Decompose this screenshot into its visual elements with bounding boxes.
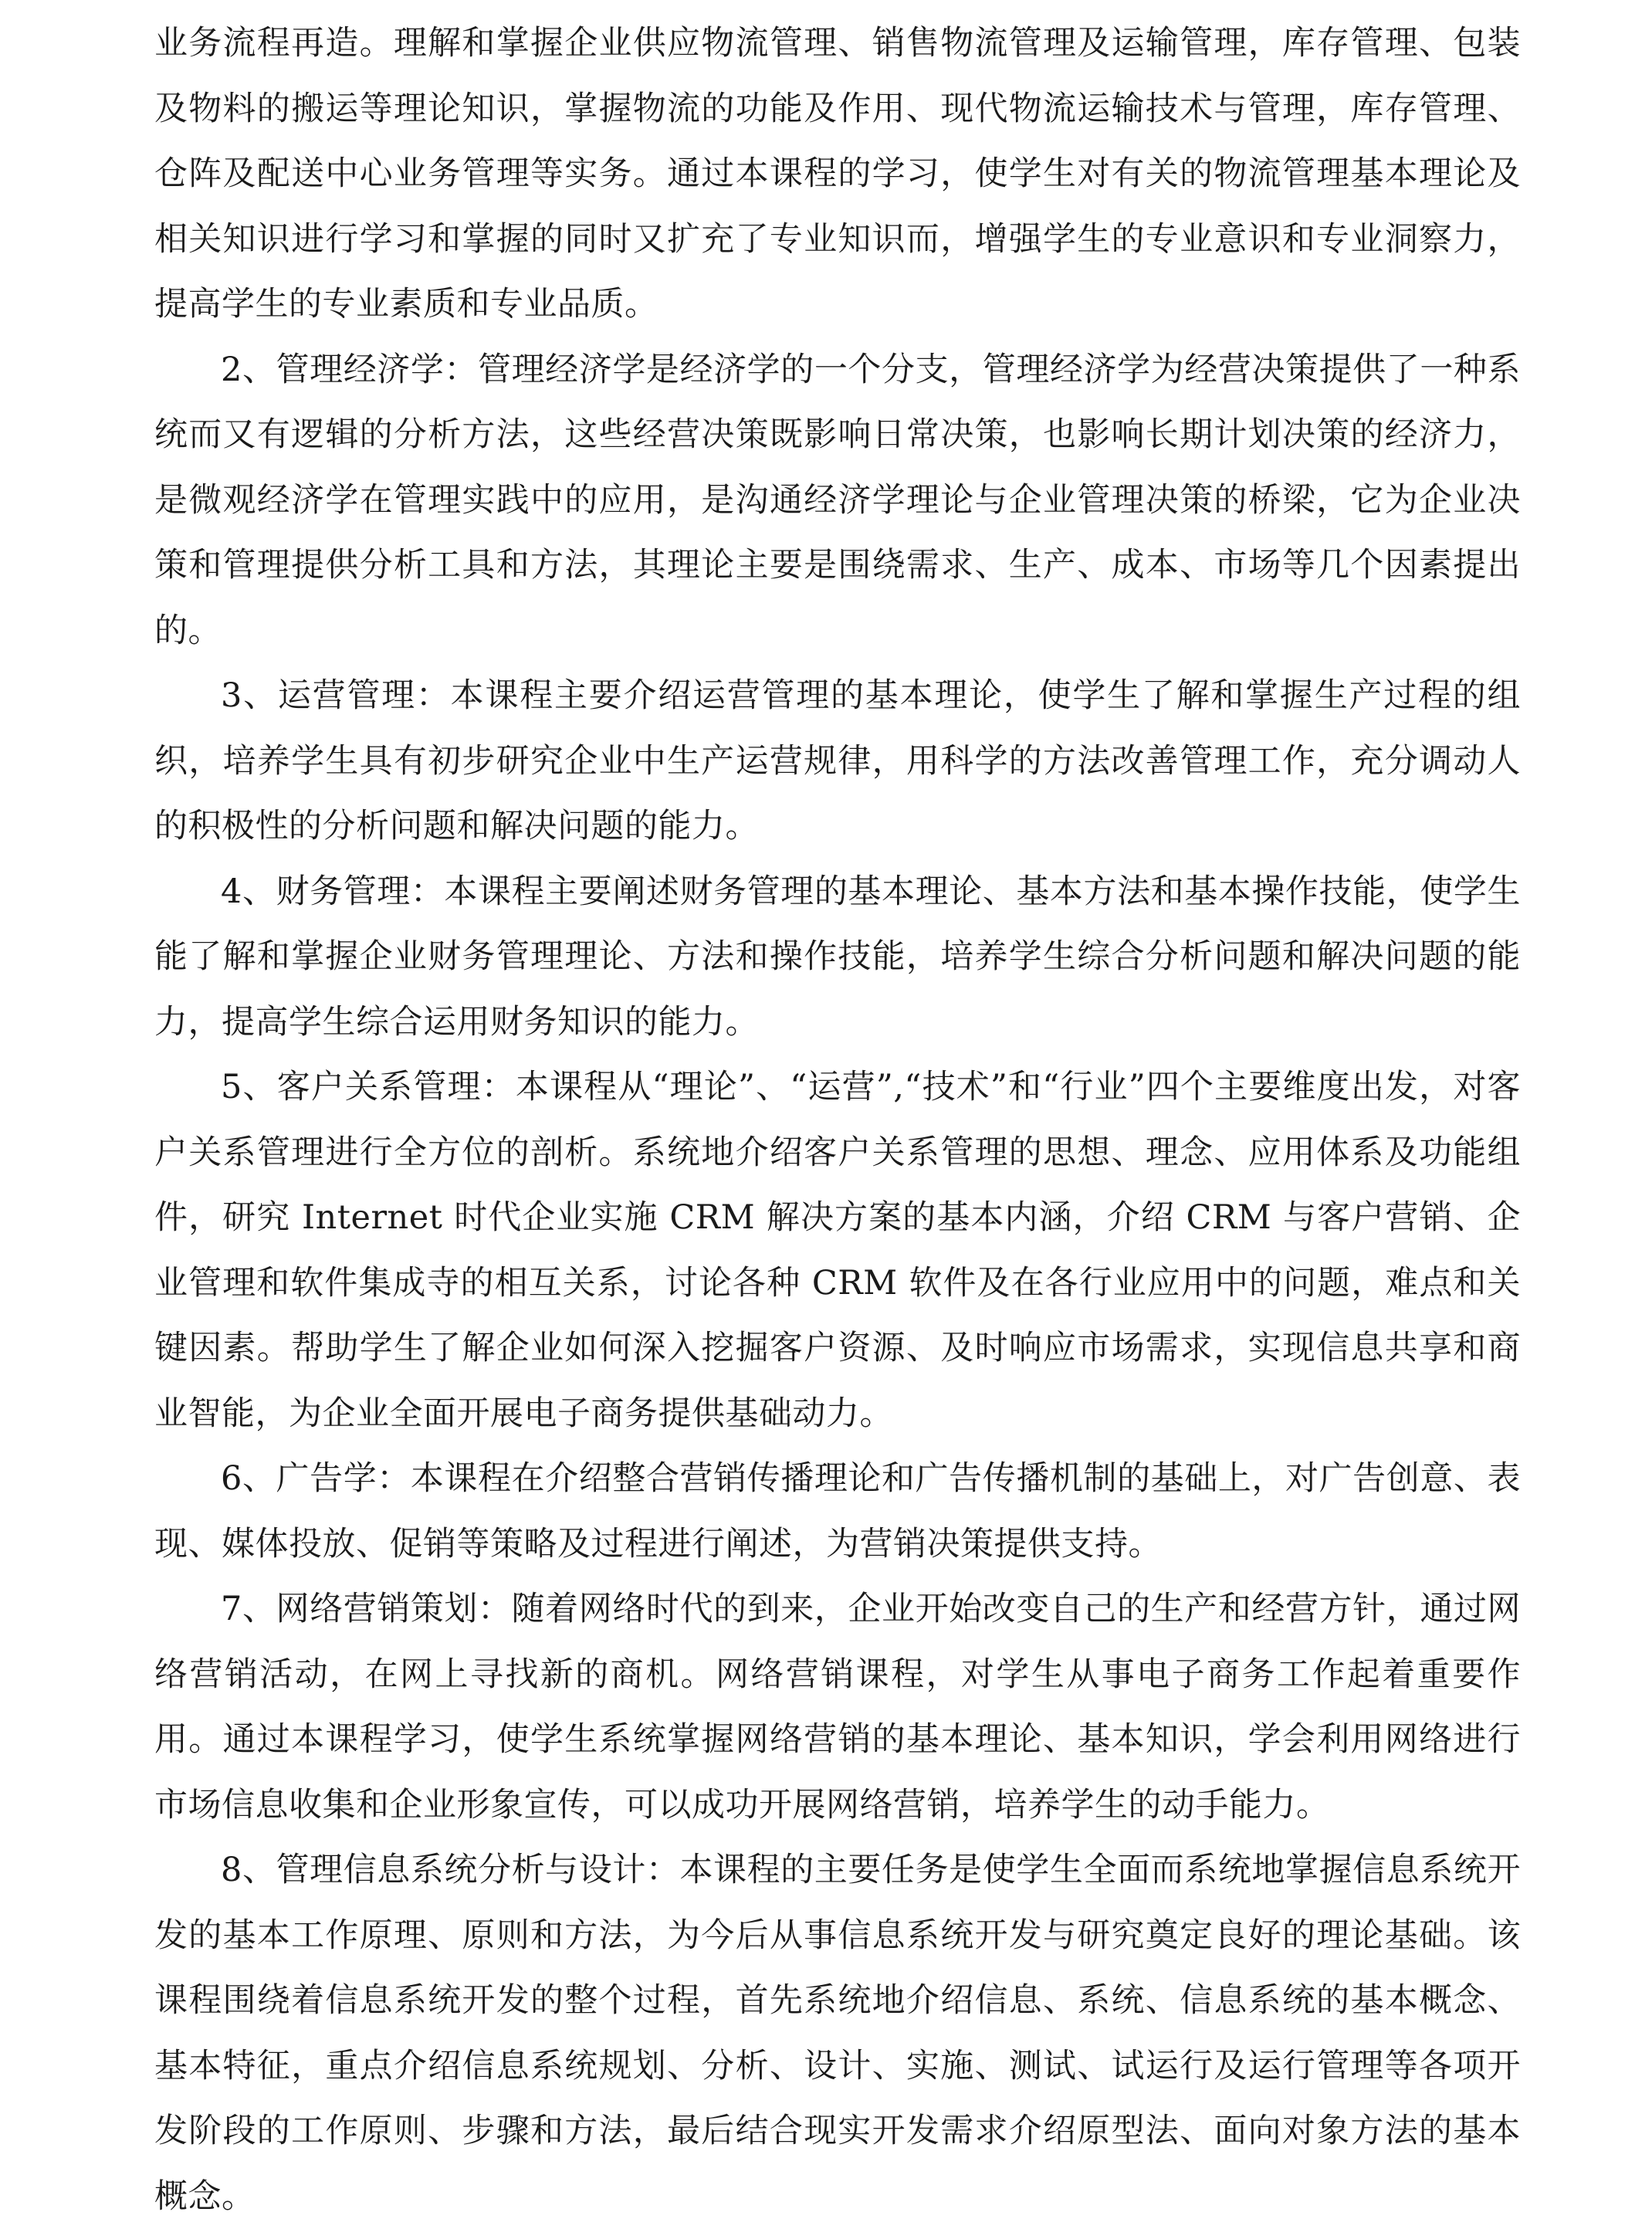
paragraph-crm: 5、客户关系管理：本课程从“理论”、“运营”,“技术”和“行业”四个主要维度出发，对客户关系管理进行全方位的剖析。系统地介绍客户关系管理的思想、理念、应用体系及功能组件，研究 Internet 时代企业实施 CRM 解决方案的基本内涵，介绍 CRM 与客户营销、企业管理和软件集成寺的相互关系，讨论各种 CRM 软件及在各行业应用中的问题，难点和关键因素。帮助学生了解企业如何深入挖掘客户资源、及时响应市场需求，实现信息共享和商业智能，为企业全面开展电子商务提供基础动力。 [154,1068,1521,1433]
paragraph-network-marketing: 7、网络营销策划：随着网络时代的到来，企业开始改变自己的生产和经营方针，通过网络营销活动，在网上寻找新的商机。网络营销课程，对学生从事电子商务工作起着重要作用。通过本课程学习，使学生系统掌握网络营销的基本理论、基本知识，学会利用网络进行市场信息收集和企业形象宣传，可以成功开展网络营销，培养学生的动手能力。 [154,1590,1521,1824]
paragraph-operations-management: 3、运营管理：本课程主要介绍运营管理的基本理论，使学生了解和掌握生产过程的组织，培养学生具有初步研究企业中生产运营规律，用科学的方法改善管理工作，充分调动人的积极性的分析问题和解决问题的能力。 [154,676,1521,845]
paragraph-mis-analysis-design: 8、管理信息系统分析与设计：本课程的主要任务是使学生全面而系统地掌握信息系统开发的基本工作原理、原则和方法，为今后从事信息系统开发与研究奠定良好的理论基础。该课程围绕着信息系统开发的整个过程，首先系统地介绍信息、系统、信息系统的基本概念、基本特征，重点介绍信息系统规划、分析、设计、实施、测试、试运行及运行管理等各项开发阶段的工作原则、步骤和方法，最后结合现实开发需求介绍原型法、面向对象方法的基本概念。 [154,1851,1521,2216]
paragraph-logistics-continued: 业务流程再造。理解和掌握企业供应物流管理、销售物流管理及运输管理，库存管理、包装及物料的搬运等理论知识，掌握物流的功能及作用、现代物流运输技术与管理，库存管理、仓阵及配送中心业务管理等实务。通过本课程的学习，使学生对有关的物流管理基本理论及相关知识进行学习和掌握的同时又扩充了专业知识而，增强学生的专业意识和专业洞察力，提高学生的专业素质和专业品质。 [154,24,1521,324]
paragraph-managerial-economics: 2、管理经济学：管理经济学是经济学的一个分支，管理经济学为经营决策提供了一种系统而又有逻辑的分析方法，这些经营决策既影响日常决策，也影响长期计划决策的经济力，是微观经济学在管理实践中的应用，是沟通经济学理论与企业管理决策的桥梁，它为企业决策和管理提供分析工具和方法，其理论主要是围绕需求、生产、成本、市场等几个因素提出的。 [154,350,1521,650]
document-body [154,11,1521,2229]
paragraph-financial-management: 4、财务管理：本课程主要阐述财务管理的基本理论、基本方法和基本操作技能，使学生能了解和掌握企业财务管理理论、方法和操作技能，培养学生综合分析问题和解决问题的能力，提高学生综合运用财务知识的能力。 [154,872,1521,1042]
paragraph-advertising: 6、广告学：本课程在介绍整合营销传播理论和广告传播机制的基础上，对广告创意、表现、媒体投放、促销等策略及过程进行阐述，为营销决策提供支持。 [154,1459,1521,1563]
